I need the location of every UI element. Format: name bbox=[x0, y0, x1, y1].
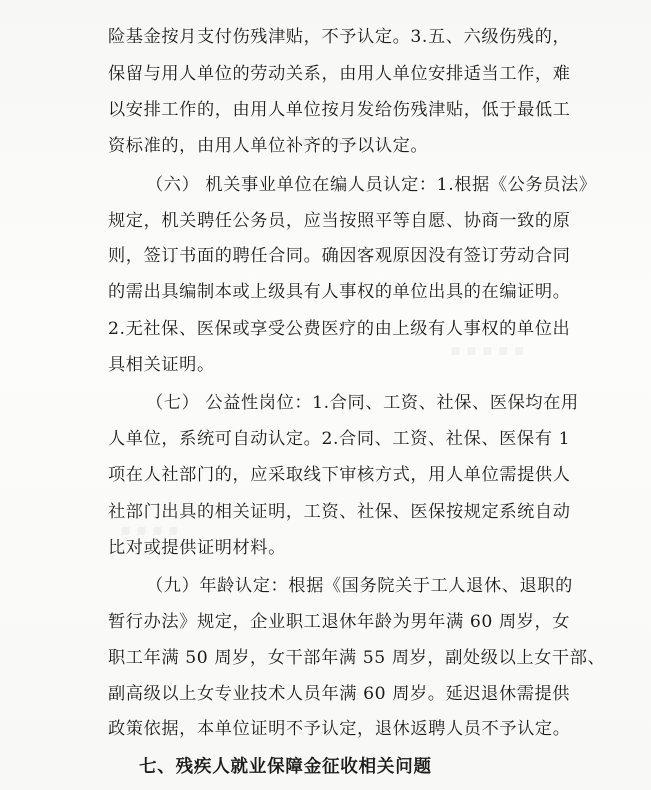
paragraph-six-start: （六） 机关事业单位在编人员认定：1.根据《公务员法》 bbox=[146, 174, 597, 195]
text-line-13: 项在人社部门的，应采取线下审核方式，用人单位需提供人 bbox=[108, 465, 571, 486]
text-line-2: 保留与用人单位的劳动关系，由用人单位安排适当工作，难 bbox=[108, 64, 571, 85]
text-line-15: 比对或提供证明材料。 bbox=[108, 537, 286, 558]
text-line-8: 的需出具编制本或上级具有人事权的单位出具的在编证明。 bbox=[108, 282, 571, 303]
text-line-6: 规定，机关聘任公务员，应当按照平等自愿、协商一致的原 bbox=[108, 210, 571, 231]
text-line-18: 职工年满 50 周岁，女干部年满 55 周岁，副处级以上女干部、 bbox=[108, 648, 606, 669]
text-line-10: 具相关证明。 bbox=[108, 354, 215, 375]
text-line-19: 副高级以上女专业技术人员年满 60 周岁。延迟退休需提供 bbox=[108, 683, 571, 704]
text-line-3: 以安排工作的，由用人单位按月发给伤残津贴，低于最低工 bbox=[108, 100, 571, 121]
text-line-7: 则，签订书面的聘任合同。确因客观原因没有签订劳动合同 bbox=[108, 246, 571, 267]
text-line-17: 暂行办法》规定，企业职工退休年龄为男年满 60 周岁，女 bbox=[108, 612, 571, 633]
text-line-20: 政策依据，本单位证明不予认定，退休返聘人员不予认定。 bbox=[108, 718, 571, 739]
text-line-4: 资标准的，由用人单位补齐的予以认定。 bbox=[108, 135, 429, 156]
paragraph-seven-start: （七） 公益性岗位：1.合同、工资、社保、医保均在用 bbox=[146, 392, 579, 413]
text-line-12: 人单位，系统可自动认定。2.合同、工资、社保、医保有 1 bbox=[108, 429, 571, 450]
text-line-9: 2.无社保、医保或享受公费医疗的由上级有人事权的单位出 bbox=[108, 318, 571, 339]
text-line-14: 社部门出具的相关证明，工资、社保、医保按规定系统自动 bbox=[108, 501, 571, 522]
text-line-1: 险基金按月支付伤残津贴，不予认定。3.五、六级伤残的， bbox=[108, 27, 571, 47]
paragraph-nine-start: （九）年龄认定：根据《国务院关于工人退休、退职的 bbox=[146, 575, 573, 596]
section-heading: 七、残疾人就业保障金征收相关问题 bbox=[139, 757, 432, 777]
show-through-mark bbox=[450, 340, 525, 359]
